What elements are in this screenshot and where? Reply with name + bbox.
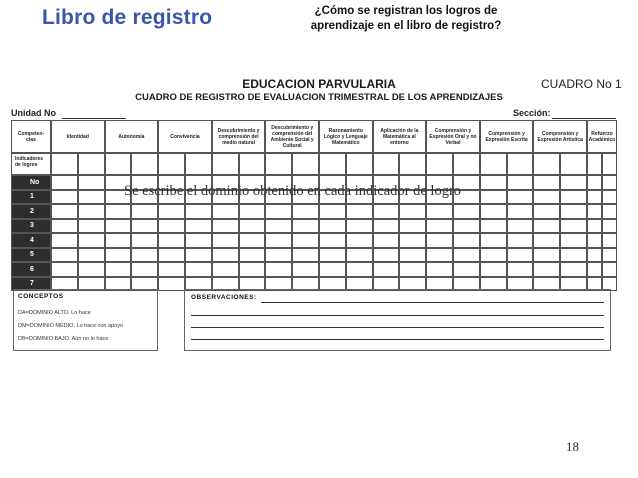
grade-cell	[373, 233, 400, 248]
grade-cell	[560, 175, 587, 190]
grade-cell	[51, 248, 78, 263]
grade-cell	[265, 204, 292, 219]
column-header: Convivencia	[158, 120, 212, 153]
grade-cell	[373, 248, 400, 263]
row-number: 3	[11, 219, 51, 234]
grade-cell	[560, 262, 587, 277]
grade-cell	[319, 219, 346, 234]
competencias-header: Competen- cias	[11, 120, 51, 153]
seccion-label: Sección:	[513, 108, 551, 118]
grade-cell	[587, 204, 602, 219]
indicator-cell	[399, 153, 426, 175]
indicator-cell	[480, 153, 507, 175]
indicator-cell	[158, 153, 185, 175]
indicator-cell	[507, 153, 534, 175]
grade-cell	[560, 204, 587, 219]
grade-cell	[265, 219, 292, 234]
indicator-cell	[346, 153, 373, 175]
grade-cell	[78, 233, 105, 248]
grade-cell	[239, 233, 266, 248]
grade-cell	[239, 204, 266, 219]
grade-cell	[212, 262, 239, 277]
row-number: 2	[11, 204, 51, 219]
indicator-cell	[453, 153, 480, 175]
grade-cell	[51, 262, 78, 277]
grade-cell	[131, 204, 158, 219]
grade-cell	[212, 204, 239, 219]
grade-cell	[533, 204, 560, 219]
grade-cell	[131, 262, 158, 277]
row-number: 5	[11, 248, 51, 263]
column-header: Aplicación de la Matemática al entorno	[373, 120, 427, 153]
grade-cell	[507, 204, 534, 219]
grade-cell	[602, 262, 617, 277]
conceptos-box	[13, 289, 158, 351]
grade-cell	[239, 219, 266, 234]
column-header: Razonamiento Lógico y Lenguaje Matemático	[319, 120, 373, 153]
indicadores-header: Indicadores de logros	[11, 153, 51, 175]
grade-cell	[292, 233, 319, 248]
row-number: 4	[11, 233, 51, 248]
indicator-cell	[426, 153, 453, 175]
page-number: 18	[566, 439, 579, 454]
observaciones-title: OBSERVACIONES:	[191, 294, 257, 301]
grade-cell	[453, 204, 480, 219]
overlay-explanation: Se escribe el dominio obtenido en cada indicador de logro	[124, 183, 462, 199]
grade-cell	[480, 190, 507, 205]
indicator-cell	[51, 153, 78, 175]
grade-cell	[212, 219, 239, 234]
grade-cell	[480, 204, 507, 219]
indicator-cell	[533, 153, 560, 175]
grade-cell	[426, 262, 453, 277]
indicator-cell	[185, 153, 212, 175]
grade-cell	[131, 248, 158, 263]
column-header: Comprensión y Expresión Oral y no Verbal	[426, 120, 480, 153]
grade-cell	[507, 219, 534, 234]
grade-cell	[292, 219, 319, 234]
grade-cell	[346, 248, 373, 263]
grade-cell	[533, 248, 560, 263]
concepto-item: DM=DOMINIO MEDIO. Lo hace con apoyo	[18, 323, 123, 329]
grade-cell	[453, 262, 480, 277]
grade-cell	[453, 248, 480, 263]
cuadro-number: CUADRO No 1	[541, 77, 622, 91]
grade-cell	[212, 248, 239, 263]
grade-cell	[265, 233, 292, 248]
grade-cell	[560, 248, 587, 263]
grade-cell	[78, 190, 105, 205]
indicator-cell	[212, 153, 239, 175]
grade-cell	[239, 248, 266, 263]
grade-cell	[346, 262, 373, 277]
grade-cell	[78, 175, 105, 190]
grade-cell	[185, 248, 212, 263]
grade-cell	[480, 175, 507, 190]
grade-cell	[587, 262, 602, 277]
column-header: Descubrimiento y comprensión del Ambiente Social y Cultural	[265, 120, 319, 153]
grade-cell	[212, 233, 239, 248]
indicator-cell	[292, 153, 319, 175]
grade-cell	[426, 248, 453, 263]
unidad-blank-line	[62, 118, 126, 119]
grade-cell	[587, 190, 602, 205]
grade-cell	[78, 219, 105, 234]
grade-cell	[346, 204, 373, 219]
indicator-cell	[587, 153, 602, 175]
grade-cell	[158, 219, 185, 234]
grade-cell	[480, 219, 507, 234]
row-number: 6	[11, 262, 51, 277]
slide-title: Libro de registro	[42, 6, 213, 29]
indicator-cell	[105, 153, 132, 175]
column-header: Comprensión y Expresión Artística	[533, 120, 587, 153]
grade-cell	[158, 204, 185, 219]
grade-cell	[78, 204, 105, 219]
column-header: Comprensión y Expresión Escrita	[480, 120, 534, 153]
grade-cell	[480, 262, 507, 277]
grade-cell	[265, 248, 292, 263]
grade-cell	[533, 262, 560, 277]
grade-cell	[399, 262, 426, 277]
grade-cell	[560, 233, 587, 248]
observaciones-line	[191, 327, 604, 328]
grade-cell	[507, 248, 534, 263]
grade-cell	[533, 233, 560, 248]
grade-cell	[480, 233, 507, 248]
grade-cell	[105, 204, 132, 219]
grade-cell	[602, 233, 617, 248]
grade-cell	[602, 175, 617, 190]
grade-cell	[507, 233, 534, 248]
grade-cell	[78, 262, 105, 277]
indicator-cell	[602, 153, 617, 175]
grade-cell	[587, 175, 602, 190]
observaciones-line	[191, 339, 604, 340]
grade-cell	[51, 219, 78, 234]
column-header: Refuerzo Académico	[587, 120, 617, 153]
indicator-cell	[239, 153, 266, 175]
indicator-cell	[373, 153, 400, 175]
grade-cell	[158, 233, 185, 248]
grade-cell	[533, 175, 560, 190]
indicator-cell	[319, 153, 346, 175]
form-subheading: CUADRO DE REGISTRO DE EVALUACION TRIMESTRAL DE LOS APRENDIZAJES	[135, 92, 503, 103]
column-header: Autonomía	[105, 120, 159, 153]
no-header: No	[11, 175, 51, 190]
grade-cell	[453, 219, 480, 234]
grade-cell	[51, 190, 78, 205]
grade-cell	[399, 233, 426, 248]
grade-cell	[587, 233, 602, 248]
grade-cell	[399, 248, 426, 263]
grade-cell	[265, 262, 292, 277]
unidad-label: Unidad No	[11, 108, 56, 118]
concepto-item: DB=DOMINIO BAJO. Aún no lo hace	[18, 336, 109, 342]
grade-cell	[560, 190, 587, 205]
grade-cell	[51, 204, 78, 219]
grade-cell	[105, 219, 132, 234]
form-heading: EDUCACION PARVULARIA	[242, 77, 396, 91]
grade-cell	[158, 248, 185, 263]
grade-cell	[185, 262, 212, 277]
grade-cell	[319, 204, 346, 219]
grade-cell	[426, 219, 453, 234]
observaciones-line	[191, 315, 604, 316]
grade-cell	[373, 262, 400, 277]
grade-cell	[453, 233, 480, 248]
grade-cell	[480, 248, 507, 263]
grade-cell	[560, 219, 587, 234]
grade-cell	[602, 219, 617, 234]
row-number: 7	[11, 277, 51, 292]
grade-cell	[51, 233, 78, 248]
grade-cell	[131, 233, 158, 248]
grade-cell	[319, 248, 346, 263]
grade-cell	[346, 219, 373, 234]
grade-cell	[587, 248, 602, 263]
grade-cell	[105, 233, 132, 248]
seccion-blank-line	[552, 118, 616, 119]
grade-cell	[399, 219, 426, 234]
observaciones-line	[261, 302, 604, 303]
grade-cell	[185, 233, 212, 248]
grade-cell	[158, 262, 185, 277]
grade-cell	[533, 190, 560, 205]
grade-cell	[158, 277, 185, 292]
grade-cell	[105, 248, 132, 263]
grade-cell	[51, 175, 78, 190]
grade-cell	[533, 219, 560, 234]
grade-cell	[292, 262, 319, 277]
grade-cell	[399, 204, 426, 219]
grade-cell	[507, 190, 534, 205]
slide-question: ¿Cómo se registran los logros de aprendizaje en el libro de registro?	[310, 5, 502, 32]
indicator-cell	[78, 153, 105, 175]
grade-cell	[319, 262, 346, 277]
grade-cell	[602, 248, 617, 263]
grade-cell	[426, 204, 453, 219]
indicator-cell	[131, 153, 158, 175]
grade-cell	[239, 262, 266, 277]
column-header: Identidad	[51, 120, 105, 153]
grade-cell	[602, 204, 617, 219]
conceptos-title: CONCEPTOS	[18, 293, 64, 300]
grade-cell	[587, 219, 602, 234]
grade-cell	[78, 248, 105, 263]
column-header: Descubrimiento y comprensión del medio natural	[212, 120, 266, 153]
grade-cell	[185, 204, 212, 219]
grade-cell	[426, 233, 453, 248]
grade-cell	[373, 204, 400, 219]
grade-cell	[507, 262, 534, 277]
concepto-item: DA=DOMINIO ALTO. Lo hace	[18, 310, 91, 316]
grade-cell	[319, 233, 346, 248]
observaciones-box	[184, 289, 611, 351]
grade-cell	[507, 175, 534, 190]
grade-cell	[602, 190, 617, 205]
grade-cell	[105, 262, 132, 277]
indicator-cell	[265, 153, 292, 175]
grade-cell	[346, 233, 373, 248]
grade-cell	[185, 219, 212, 234]
grade-cell	[373, 219, 400, 234]
grade-cell	[292, 248, 319, 263]
grade-cell	[131, 219, 158, 234]
row-number: 1	[11, 190, 51, 205]
grade-cell	[292, 204, 319, 219]
indicator-cell	[560, 153, 587, 175]
